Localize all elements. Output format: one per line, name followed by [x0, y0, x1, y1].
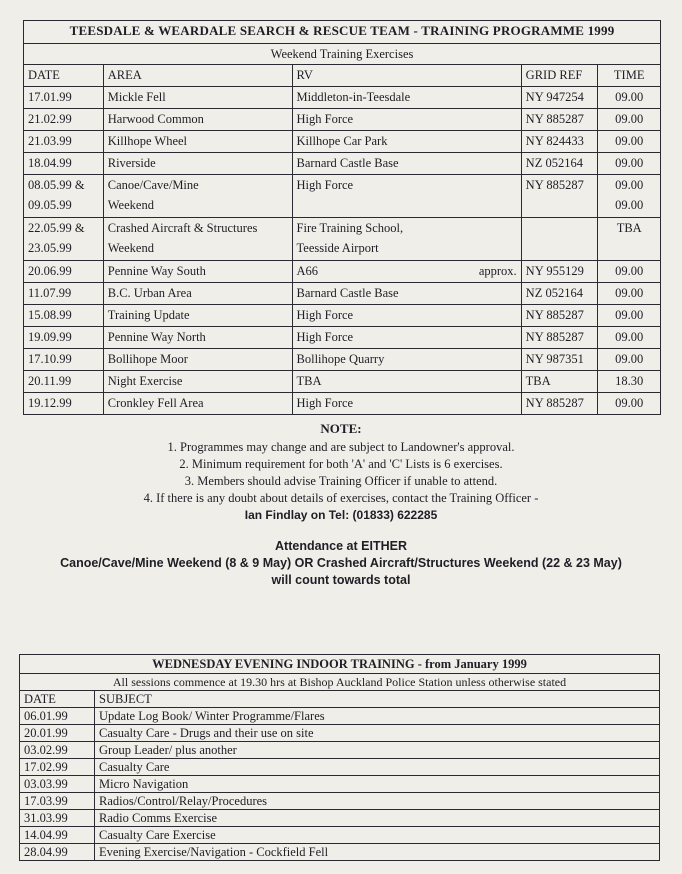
area-cell-line: Weekend [107, 241, 154, 255]
area-cell-line: Killhope Wheel [107, 134, 188, 148]
time-cell-line: 09.00 [615, 198, 644, 212]
area-cell [103, 327, 292, 349]
date-cell [24, 153, 104, 175]
rv-cell [292, 87, 521, 109]
grid-ref-cell: NY 885287 [521, 305, 598, 327]
grid-ref-cell: NY 885287 [521, 109, 598, 131]
attendance-line-2: Canoe/Cave/Mine Weekend (8 & 9 May) OR Crashed Aircraft/Structures Weekend (22 & 23 May) [60, 556, 622, 570]
notes-section [0, 420, 682, 524]
time-cell-line: 09.00 [615, 178, 644, 192]
table-row [24, 175, 661, 218]
table-row [20, 793, 660, 810]
rv-cell-line: Middleton-in-Teesdale [296, 90, 411, 104]
time-cell-line: 09.00 [615, 286, 644, 300]
subject-cell: Update Log Book/ Winter Programme/Flares [95, 708, 660, 725]
programme-title: TEESDALE & WEARDALE SEARCH & RESCUE TEAM - TRAINING PROGRAMME 1999 [24, 21, 661, 44]
table-row [24, 131, 661, 153]
date-cell [24, 371, 104, 393]
date-cell: 17.03.99 [20, 793, 95, 810]
rv-cell [292, 175, 521, 218]
date-cell-line: 19.09.99 [28, 330, 72, 344]
subject-cell: Radios/Control/Relay/Procedures [95, 793, 660, 810]
table-row [24, 305, 661, 327]
table-row [24, 283, 661, 305]
date-cell [24, 393, 104, 415]
area-cell-line: Canoe/Cave/Mine [107, 178, 199, 192]
rv-cell-line: High Force [296, 112, 354, 126]
date-cell: 17.02.99 [20, 759, 95, 776]
wednesday-title: WEDNESDAY EVENING INDOOR TRAINING - from January 1999 [20, 655, 660, 674]
date-cell [24, 109, 104, 131]
table-row [24, 153, 661, 175]
area-cell [103, 131, 292, 153]
rv-cell [292, 371, 521, 393]
wednesday-subtitle: All sessions commence at 19.30 hrs at Bishop Auckland Police Station unless otherwise stated [20, 674, 660, 691]
date-cell [24, 349, 104, 371]
rv-cell [292, 109, 521, 131]
date-cell-line: 19.12.99 [28, 396, 72, 410]
table-row [24, 218, 661, 261]
table-row [24, 371, 661, 393]
date-cell-line: 17.01.99 [28, 90, 72, 104]
rv-cell-line: Killhope Car Park [296, 134, 388, 148]
table-row [20, 827, 660, 844]
time-cell-line: 09.00 [615, 352, 644, 366]
area-cell [103, 371, 292, 393]
wednesday-training-table [19, 654, 660, 861]
table-row [20, 759, 660, 776]
time-cell-line: 18.30 [615, 374, 644, 388]
rv-cell [292, 261, 521, 283]
area-cell-line: Pennine Way South [107, 264, 206, 278]
rv-cell-line: High Force [296, 178, 354, 192]
table-row [24, 261, 661, 283]
table-row [20, 810, 660, 827]
time-cell [598, 87, 661, 109]
area-cell [103, 175, 292, 218]
time-cell-line: 09.00 [615, 264, 644, 278]
rv-cell [292, 393, 521, 415]
time-cell [598, 349, 661, 371]
rv-cell-line: Teesside Airport [296, 241, 379, 255]
date-cell-line: 20.11.99 [28, 374, 72, 388]
grid-ref-cell: NZ 052164 [521, 153, 598, 175]
time-cell-line: TBA [616, 221, 642, 235]
wednesday-header-row [20, 691, 660, 708]
area-cell [103, 109, 292, 131]
time-cell [598, 218, 661, 261]
area-cell-line: Harwood Common [107, 112, 204, 126]
rv-cell-line: Bollihope Quarry [296, 352, 385, 366]
time-cell-line: 09.00 [615, 330, 644, 344]
time-cell [598, 175, 661, 218]
time-cell [598, 109, 661, 131]
area-cell-line: Mickle Fell [107, 90, 166, 104]
rv-cell-line: High Force [296, 308, 354, 322]
subject-cell: Micro Navigation [95, 776, 660, 793]
grid-ref-cell: NZ 052164 [521, 283, 598, 305]
area-cell [103, 283, 292, 305]
date-cell-line: 20.06.99 [28, 264, 72, 278]
note-item: 3. Members should advise Training Officer if unable to attend. [184, 474, 498, 488]
rv-cell-line: Barnard Castle Base [296, 156, 399, 170]
date-cell-line: 18.04.99 [28, 156, 72, 170]
date-cell [24, 87, 104, 109]
date-cell-line: 15.08.99 [28, 308, 72, 322]
date-cell: 03.02.99 [20, 742, 95, 759]
date-cell: 06.01.99 [20, 708, 95, 725]
date-cell-line: 21.03.99 [28, 134, 72, 148]
area-cell-line: B.C. Urban Area [107, 286, 192, 300]
table-row [20, 725, 660, 742]
grid-ref-cell: NY 885287 [521, 327, 598, 349]
col-header-date: DATE [24, 65, 104, 87]
weekend-subtitle: Weekend Training Exercises [24, 44, 661, 65]
table-row [24, 87, 661, 109]
time-cell [598, 283, 661, 305]
col-header-date: DATE [20, 691, 95, 708]
table-row [24, 393, 661, 415]
rv-cell [292, 283, 521, 305]
date-cell-line: 21.02.99 [28, 112, 72, 126]
date-cell-line: 22.05.99 & [28, 221, 85, 235]
time-cell [598, 393, 661, 415]
note-item: 1. Programmes may change and are subject to Landowner's approval. [167, 440, 515, 454]
date-cell: 31.03.99 [20, 810, 95, 827]
area-cell-line: Training Update [107, 308, 190, 322]
col-header-time: TIME [598, 65, 661, 87]
date-cell-line: 17.10.99 [28, 352, 72, 366]
subject-cell: Radio Comms Exercise [95, 810, 660, 827]
time-cell-line: 09.00 [615, 396, 644, 410]
date-cell-line: 08.05.99 & [28, 178, 85, 192]
table-row [20, 776, 660, 793]
col-header-grid-ref: GRID REF [521, 65, 598, 87]
table-row [20, 844, 660, 861]
rv-cell [292, 327, 521, 349]
table-row [24, 327, 661, 349]
area-cell-line: Crashed Aircraft & Structures [107, 221, 258, 235]
attendance-section [0, 538, 682, 589]
note-item: 4. If there is any doubt about details of exercises, contact the Training Officer - [143, 491, 539, 505]
time-cell [598, 371, 661, 393]
subject-cell: Casualty Care Exercise [95, 827, 660, 844]
col-header-rv: RV [292, 65, 521, 87]
rv-cell-line: A66 [296, 264, 319, 278]
time-cell [598, 131, 661, 153]
time-cell-line: 09.00 [615, 90, 644, 104]
time-cell-line: 09.00 [615, 156, 644, 170]
area-cell-line: Night Exercise [107, 374, 183, 388]
time-cell [598, 261, 661, 283]
rv-cell-line: TBA [296, 374, 322, 388]
rv-cell-line: High Force [296, 330, 354, 344]
area-cell [103, 87, 292, 109]
date-cell [24, 131, 104, 153]
rv-cell [292, 218, 521, 261]
grid-ref-cell: NY 947254 [521, 87, 598, 109]
date-cell: 28.04.99 [20, 844, 95, 861]
date-cell-line: 11.07.99 [28, 286, 72, 300]
date-cell-line: 23.05.99 [28, 241, 72, 255]
grid-ref-cell: TBA [521, 371, 598, 393]
rv-cell [292, 153, 521, 175]
time-cell-line: 09.00 [615, 134, 644, 148]
notes-heading: NOTE: [320, 421, 362, 436]
rv-cell [292, 349, 521, 371]
area-cell [103, 261, 292, 283]
area-cell-line: Cronkley Fell Area [107, 396, 204, 410]
time-cell [598, 153, 661, 175]
area-cell [103, 218, 292, 261]
rv-cell [292, 131, 521, 153]
table-row [24, 109, 661, 131]
time-cell [598, 327, 661, 349]
date-cell-line: 09.05.99 [28, 198, 72, 212]
grid-ref-cell: NY 885287 [521, 393, 598, 415]
date-cell [24, 218, 104, 261]
time-cell-line: 09.00 [615, 112, 644, 126]
date-cell: 14.04.99 [20, 827, 95, 844]
date-cell [24, 283, 104, 305]
table-row [24, 349, 661, 371]
attendance-line-1: Attendance at EITHER [275, 539, 407, 553]
rv-cell-line: Barnard Castle Base [296, 286, 399, 300]
date-cell: 03.03.99 [20, 776, 95, 793]
grid-ref-cell [521, 218, 598, 261]
subject-cell: Casualty Care - Drugs and their use on site [95, 725, 660, 742]
date-cell [24, 175, 104, 218]
area-cell [103, 393, 292, 415]
date-cell: 20.01.99 [20, 725, 95, 742]
rv-cell-line: High Force [296, 396, 354, 410]
area-cell-line: Riverside [107, 156, 156, 170]
rv-cell-line: Fire Training School, [296, 221, 404, 235]
grid-ref-cell: NY 987351 [521, 349, 598, 371]
rv-cell [292, 305, 521, 327]
col-header-subject: SUBJECT [95, 691, 660, 708]
weekend-training-table [23, 20, 661, 415]
weekend-header-row [24, 65, 661, 87]
grid-ref-cell: NY 955129 [521, 261, 598, 283]
area-cell [103, 349, 292, 371]
area-cell-line: Pennine Way North [107, 330, 206, 344]
attendance-line-3: will count towards total [271, 573, 411, 587]
subject-cell: Casualty Care [95, 759, 660, 776]
area-cell [103, 305, 292, 327]
subject-cell: Evening Exercise/Navigation - Cockfield Fell [95, 844, 660, 861]
time-cell [598, 305, 661, 327]
rv-note: approx. [478, 264, 517, 278]
area-cell-line: Bollihope Moor [107, 352, 188, 366]
training-officer-contact: Ian Findlay on Tel: (01833) 622285 [244, 508, 438, 522]
area-cell [103, 153, 292, 175]
grid-ref-cell: NY 824433 [521, 131, 598, 153]
subject-cell: Group Leader/ plus another [95, 742, 660, 759]
table-row [20, 742, 660, 759]
grid-ref-cell: NY 885287 [521, 175, 598, 218]
date-cell [24, 305, 104, 327]
col-header-area: AREA [103, 65, 292, 87]
date-cell [24, 261, 104, 283]
note-item: 2. Minimum requirement for both 'A' and 'C' Lists is 6 exercises. [179, 457, 503, 471]
area-cell-line: Weekend [107, 198, 154, 212]
time-cell-line: 09.00 [615, 308, 644, 322]
table-row [20, 708, 660, 725]
date-cell [24, 327, 104, 349]
